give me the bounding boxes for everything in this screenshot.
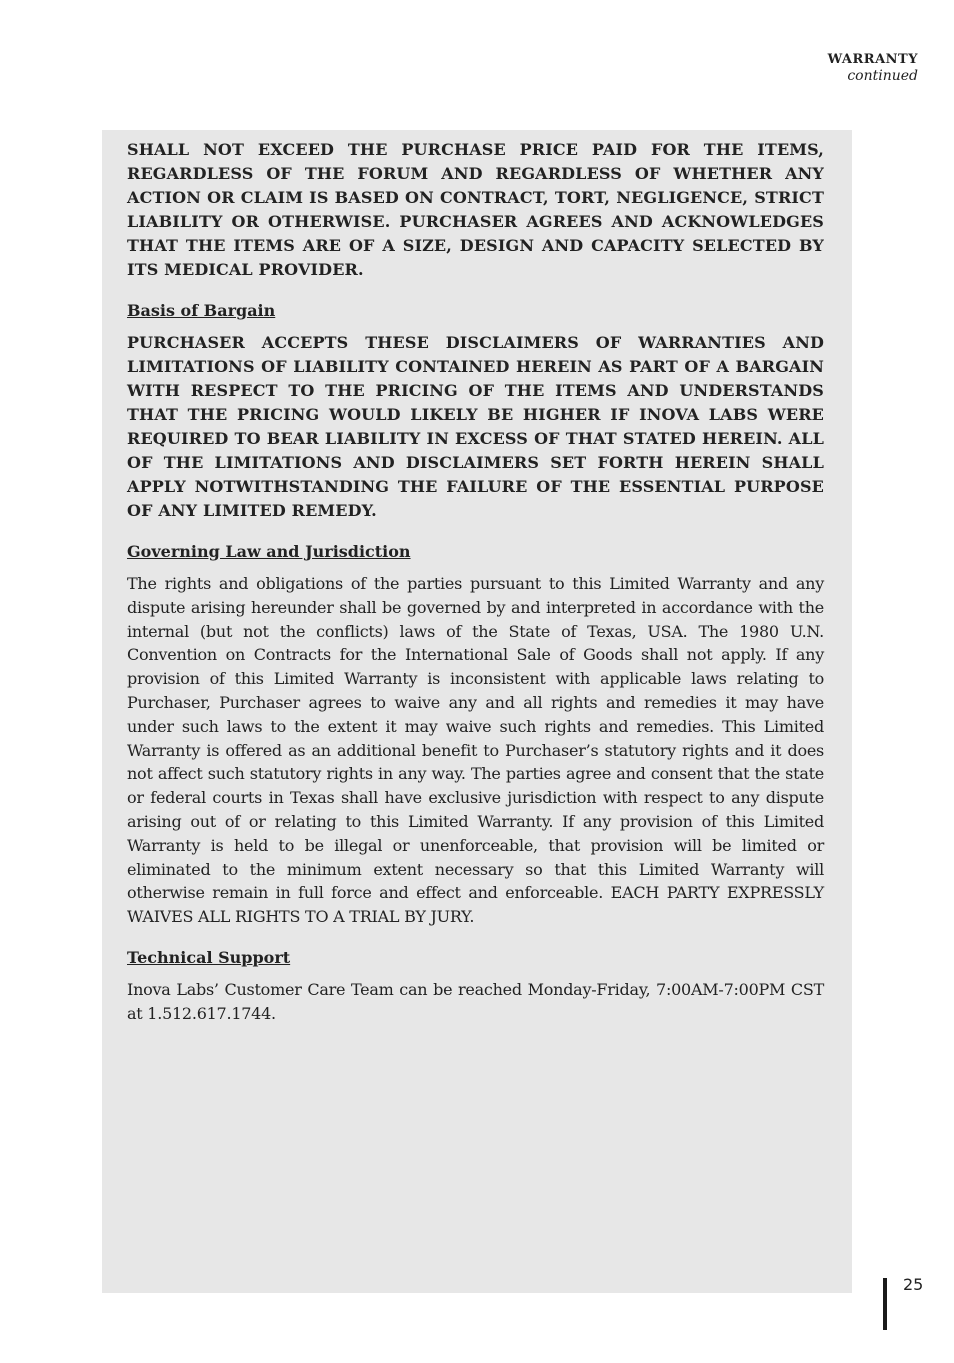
content-panel	[102, 130, 852, 1293]
technical-support-heading: Technical Support	[127, 947, 291, 967]
section-title: WARRANTY	[827, 52, 918, 67]
governing-law-heading: Governing Law and Jurisdiction	[127, 542, 411, 561]
section-subtitle: continued	[847, 67, 918, 84]
governing-law-paragraph: The rights and obligations of the parties pursuant to this Limited Warranty and any dispute arising hereunder shall be governed by and interpreted in accordance with the internal (but not the conflicts) laws of the State of Texas, USA. The 1980 U.N. Convention on Contracts for the International Sale of Goods shall not apply. If any provision of this Limited Warranty is inconsistent with applicable laws relating to Purchaser, Purchaser agrees to waive any and all rights and remedies it may have under such laws to the extent it may waive such rights and remedies. This Limited Warranty is offered as an additional benefit to Purchaser’s statutory rights and it does not affect such statutory rights in any way. The parties agree and consent that the state or federal courts in Texas shall have exclusive jurisdiction with respect to any dispute arising out of or relating to this Limited Warranty. If any provision of this Limited Warranty is held to be illegal or unenforceable, that provision will be limited or eliminated to the minimum extent necessary so that this Limited Warranty will otherwise remain in full force and effect and enforceable. EACH PARTY EXPRESSLY WAIVES ALL RIGHTS TO A TRIAL BY JURY.	[127, 574, 824, 927]
basis-of-bargain-paragraph: PURCHASER ACCEPTS THESE DISCLAIMERS OF WARRANTIES AND LIMITATIONS OF LIABILITY CONTAINED HEREIN AS PART OF A BARGAIN WITH RESPECT TO THE PRICING OF THE ITEMS AND UNDERSTANDS THAT THE PRICING WOULD LIKELY BE HIGHER IF INOVA LABS WERE REQUIRED TO BEAR LIABILITY IN EXCESS OF THAT STATED HEREIN. ALL OF THE LIMITATIONS AND DISCLAIMERS SET FORTH HEREIN SHALL APPLY NOTWITHSTANDING THE FAILURE OF THE ESSENTIAL PURPOSE OF ANY LIMITED REMEDY.	[127, 333, 824, 520]
page-number: 25	[903, 1275, 924, 1294]
basis-of-bargain-heading: Basis of Bargain	[127, 301, 276, 320]
page-number-divider	[883, 1278, 887, 1330]
liability-limit-paragraph: SHALL NOT EXCEED THE PURCHASE PRICE PAID FOR THE ITEMS, REGARDLESS OF THE FORUM AND REGARDLESS OF WHETHER ANY ACTION OR CLAIM IS BASED ON CONTRACT, TORT, NEGLIGENCE, STRICT LIABILITY OR OTHERWISE. PURCHASER AGREES AND ACKNOWLEDGES THAT THE ITEMS ARE OF A SIZE, DESIGN AND CAPACITY SELECTED BY ITS MEDICAL PROVIDER.	[127, 140, 824, 279]
technical-support-paragraph: Inova Labs’ Customer Care Team can be reached Monday-Friday, 7:00AM-7:00PM CST at 1.512.617.1744.	[127, 979, 824, 1023]
page-header	[828, 53, 918, 84]
